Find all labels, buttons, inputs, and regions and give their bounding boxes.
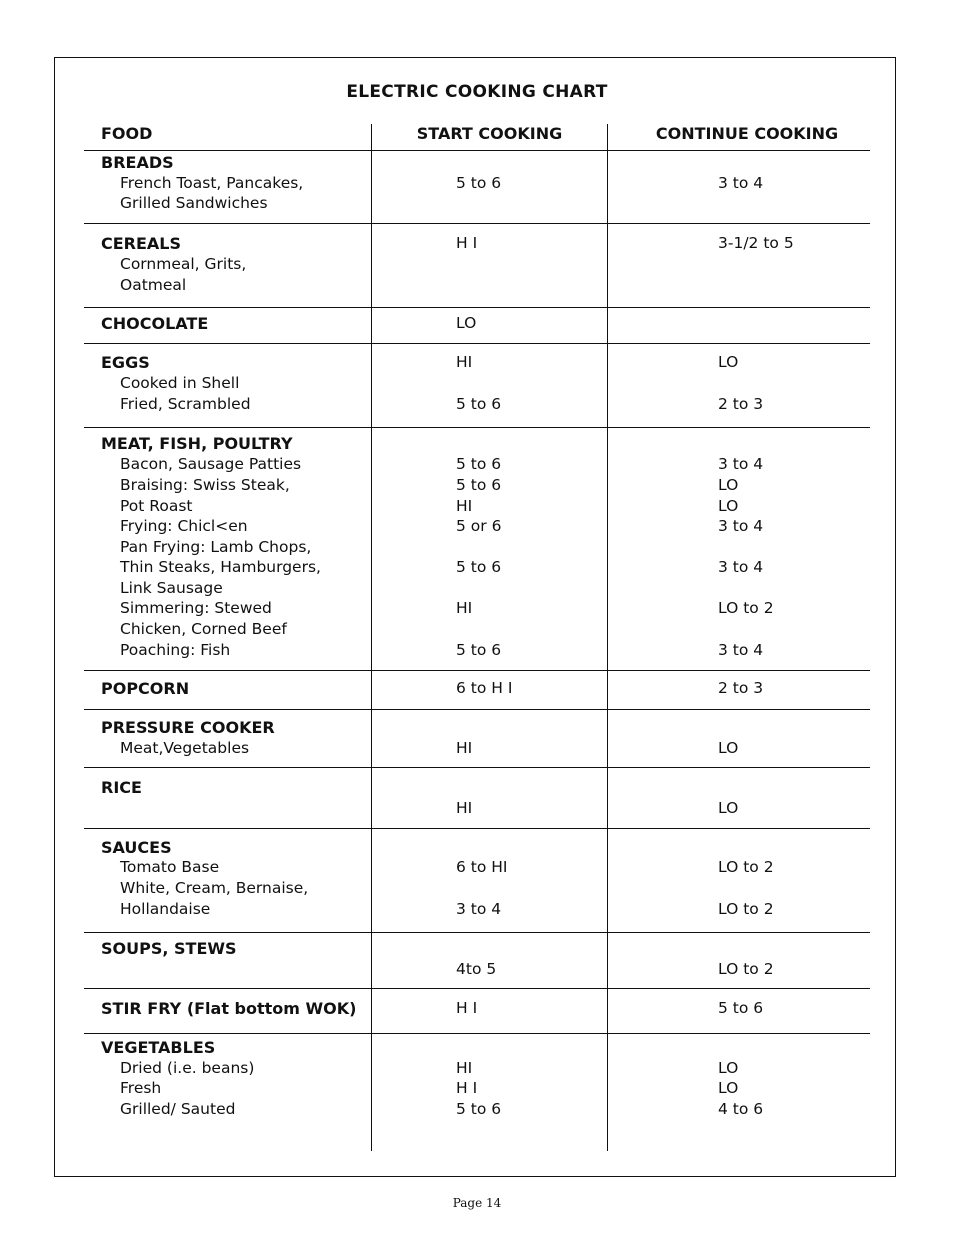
row-rule	[84, 828, 870, 829]
continue-value: 3 to 4	[718, 174, 764, 192]
row-rule	[84, 767, 870, 768]
food-item: Link Sausage	[120, 579, 223, 597]
continue-value: LO	[718, 353, 739, 371]
start-value: 5 to 6	[456, 476, 502, 494]
food-item: Fresh	[120, 1079, 162, 1097]
continue-value: 3 to 4	[718, 641, 764, 659]
continue-value: 3-1/2 to 5	[718, 234, 794, 252]
food-item: Chicken, Corned Beef	[120, 620, 287, 638]
start-value: H I	[456, 234, 478, 252]
continue-value: LO to 2	[718, 900, 774, 918]
food-item: Pot Roast	[120, 497, 193, 515]
continue-value: LO	[718, 799, 739, 817]
continue-value: LO to 2	[718, 599, 774, 617]
category-label: CHOCOLATE	[101, 314, 209, 333]
food-item: Poaching: Fish	[120, 641, 231, 659]
start-value: HI	[456, 599, 473, 617]
continue-value: 5 to 6	[718, 999, 764, 1017]
row-rule	[84, 223, 870, 224]
start-value: HI	[456, 1059, 473, 1077]
food-item: Bacon, Sausage Patties	[120, 455, 302, 473]
continue-value: LO	[718, 1059, 739, 1077]
start-value: H I	[456, 999, 478, 1017]
category-label: PRESSURE COOKER	[101, 718, 275, 737]
category-label: VEGETABLES	[101, 1038, 216, 1057]
start-value: HI	[456, 497, 473, 515]
continue-value: LO	[718, 1079, 739, 1097]
column-divider-1	[371, 124, 372, 1151]
continue-value: 2 to 3	[718, 679, 764, 697]
food-item: Frying: Chicl<en	[120, 517, 248, 535]
category-label: SOUPS, STEWS	[101, 939, 237, 958]
start-value: 5 to 6	[456, 395, 502, 413]
start-value: 4to 5	[456, 960, 497, 978]
continue-value: 2 to 3	[718, 395, 764, 413]
continue-value: LO	[718, 497, 739, 515]
row-rule	[84, 709, 870, 710]
start-value: 5 to 6	[456, 558, 502, 576]
row-rule	[84, 670, 870, 671]
start-value: 5 or 6	[456, 517, 502, 535]
start-value: 5 to 6	[456, 641, 502, 659]
row-rule	[84, 427, 870, 428]
food-item: Cornmeal, Grits,	[120, 255, 247, 273]
start-value: 5 to 6	[456, 174, 502, 192]
start-value: LO	[456, 314, 477, 332]
continue-value: 3 to 4	[718, 558, 764, 576]
row-rule	[84, 307, 870, 308]
food-item: Grilled/ Sauted	[120, 1100, 236, 1118]
start-value: HI	[456, 739, 473, 757]
row-rule	[84, 988, 870, 989]
column-divider-2	[607, 124, 608, 1151]
food-item: Hollandaise	[120, 900, 211, 918]
header-start-cooking: START COOKING	[416, 124, 563, 143]
category-label: STIR FRY (Flat bottom WOK)	[101, 999, 357, 1018]
continue-value: LO to 2	[718, 858, 774, 876]
food-item: Pan Frying: Lamb Chops,	[120, 538, 312, 556]
start-value: 6 to HI	[456, 858, 508, 876]
food-item: Oatmeal	[120, 276, 187, 294]
continue-value: 4 to 6	[718, 1100, 764, 1118]
category-label: EGGS	[101, 353, 150, 372]
food-item: Tomato Base	[120, 858, 220, 876]
category-label: CEREALS	[101, 234, 182, 253]
continue-value: LO	[718, 476, 739, 494]
row-rule	[84, 932, 870, 933]
header-rule	[84, 150, 870, 151]
chart-title: ELECTRIC COOKING CHART	[346, 82, 608, 102]
food-item: Fried, Scrambled	[120, 395, 251, 413]
row-rule	[84, 343, 870, 344]
category-label: POPCORN	[101, 679, 190, 698]
page-number: Page 14	[452, 1196, 502, 1210]
category-label: RICE	[101, 778, 142, 797]
food-item: Meat,Vegetables	[120, 739, 250, 757]
category-label: BREADS	[101, 153, 174, 172]
continue-value: LO to 2	[718, 960, 774, 978]
start-value: 3 to 4	[456, 900, 502, 918]
start-value: HI	[456, 799, 473, 817]
start-value: 5 to 6	[456, 1100, 502, 1118]
food-item: Cooked in Shell	[120, 374, 240, 392]
start-value: 5 to 6	[456, 455, 502, 473]
food-item: White, Cream, Bernaise,	[120, 879, 309, 897]
row-rule	[84, 1033, 870, 1034]
start-value: H I	[456, 1079, 478, 1097]
start-value: 6 to H I	[456, 679, 513, 697]
header-continue-cooking: CONTINUE COOKING	[655, 124, 839, 143]
food-item: French Toast, Pancakes,	[120, 174, 304, 192]
continue-value: 3 to 4	[718, 455, 764, 473]
food-item: Braising: Swiss Steak,	[120, 476, 290, 494]
food-item: Thin Steaks, Hamburgers,	[120, 558, 321, 576]
header-food: FOOD	[101, 124, 153, 143]
food-item: Simmering: Stewed	[120, 599, 272, 617]
continue-value: LO	[718, 739, 739, 757]
food-item: Grilled Sandwiches	[120, 194, 268, 212]
food-item: Dried (i.e. beans)	[120, 1059, 255, 1077]
category-label: MEAT, FISH, POULTRY	[101, 434, 293, 453]
continue-value: 3 to 4	[718, 517, 764, 535]
start-value: HI	[456, 353, 473, 371]
category-label: SAUCES	[101, 838, 172, 857]
